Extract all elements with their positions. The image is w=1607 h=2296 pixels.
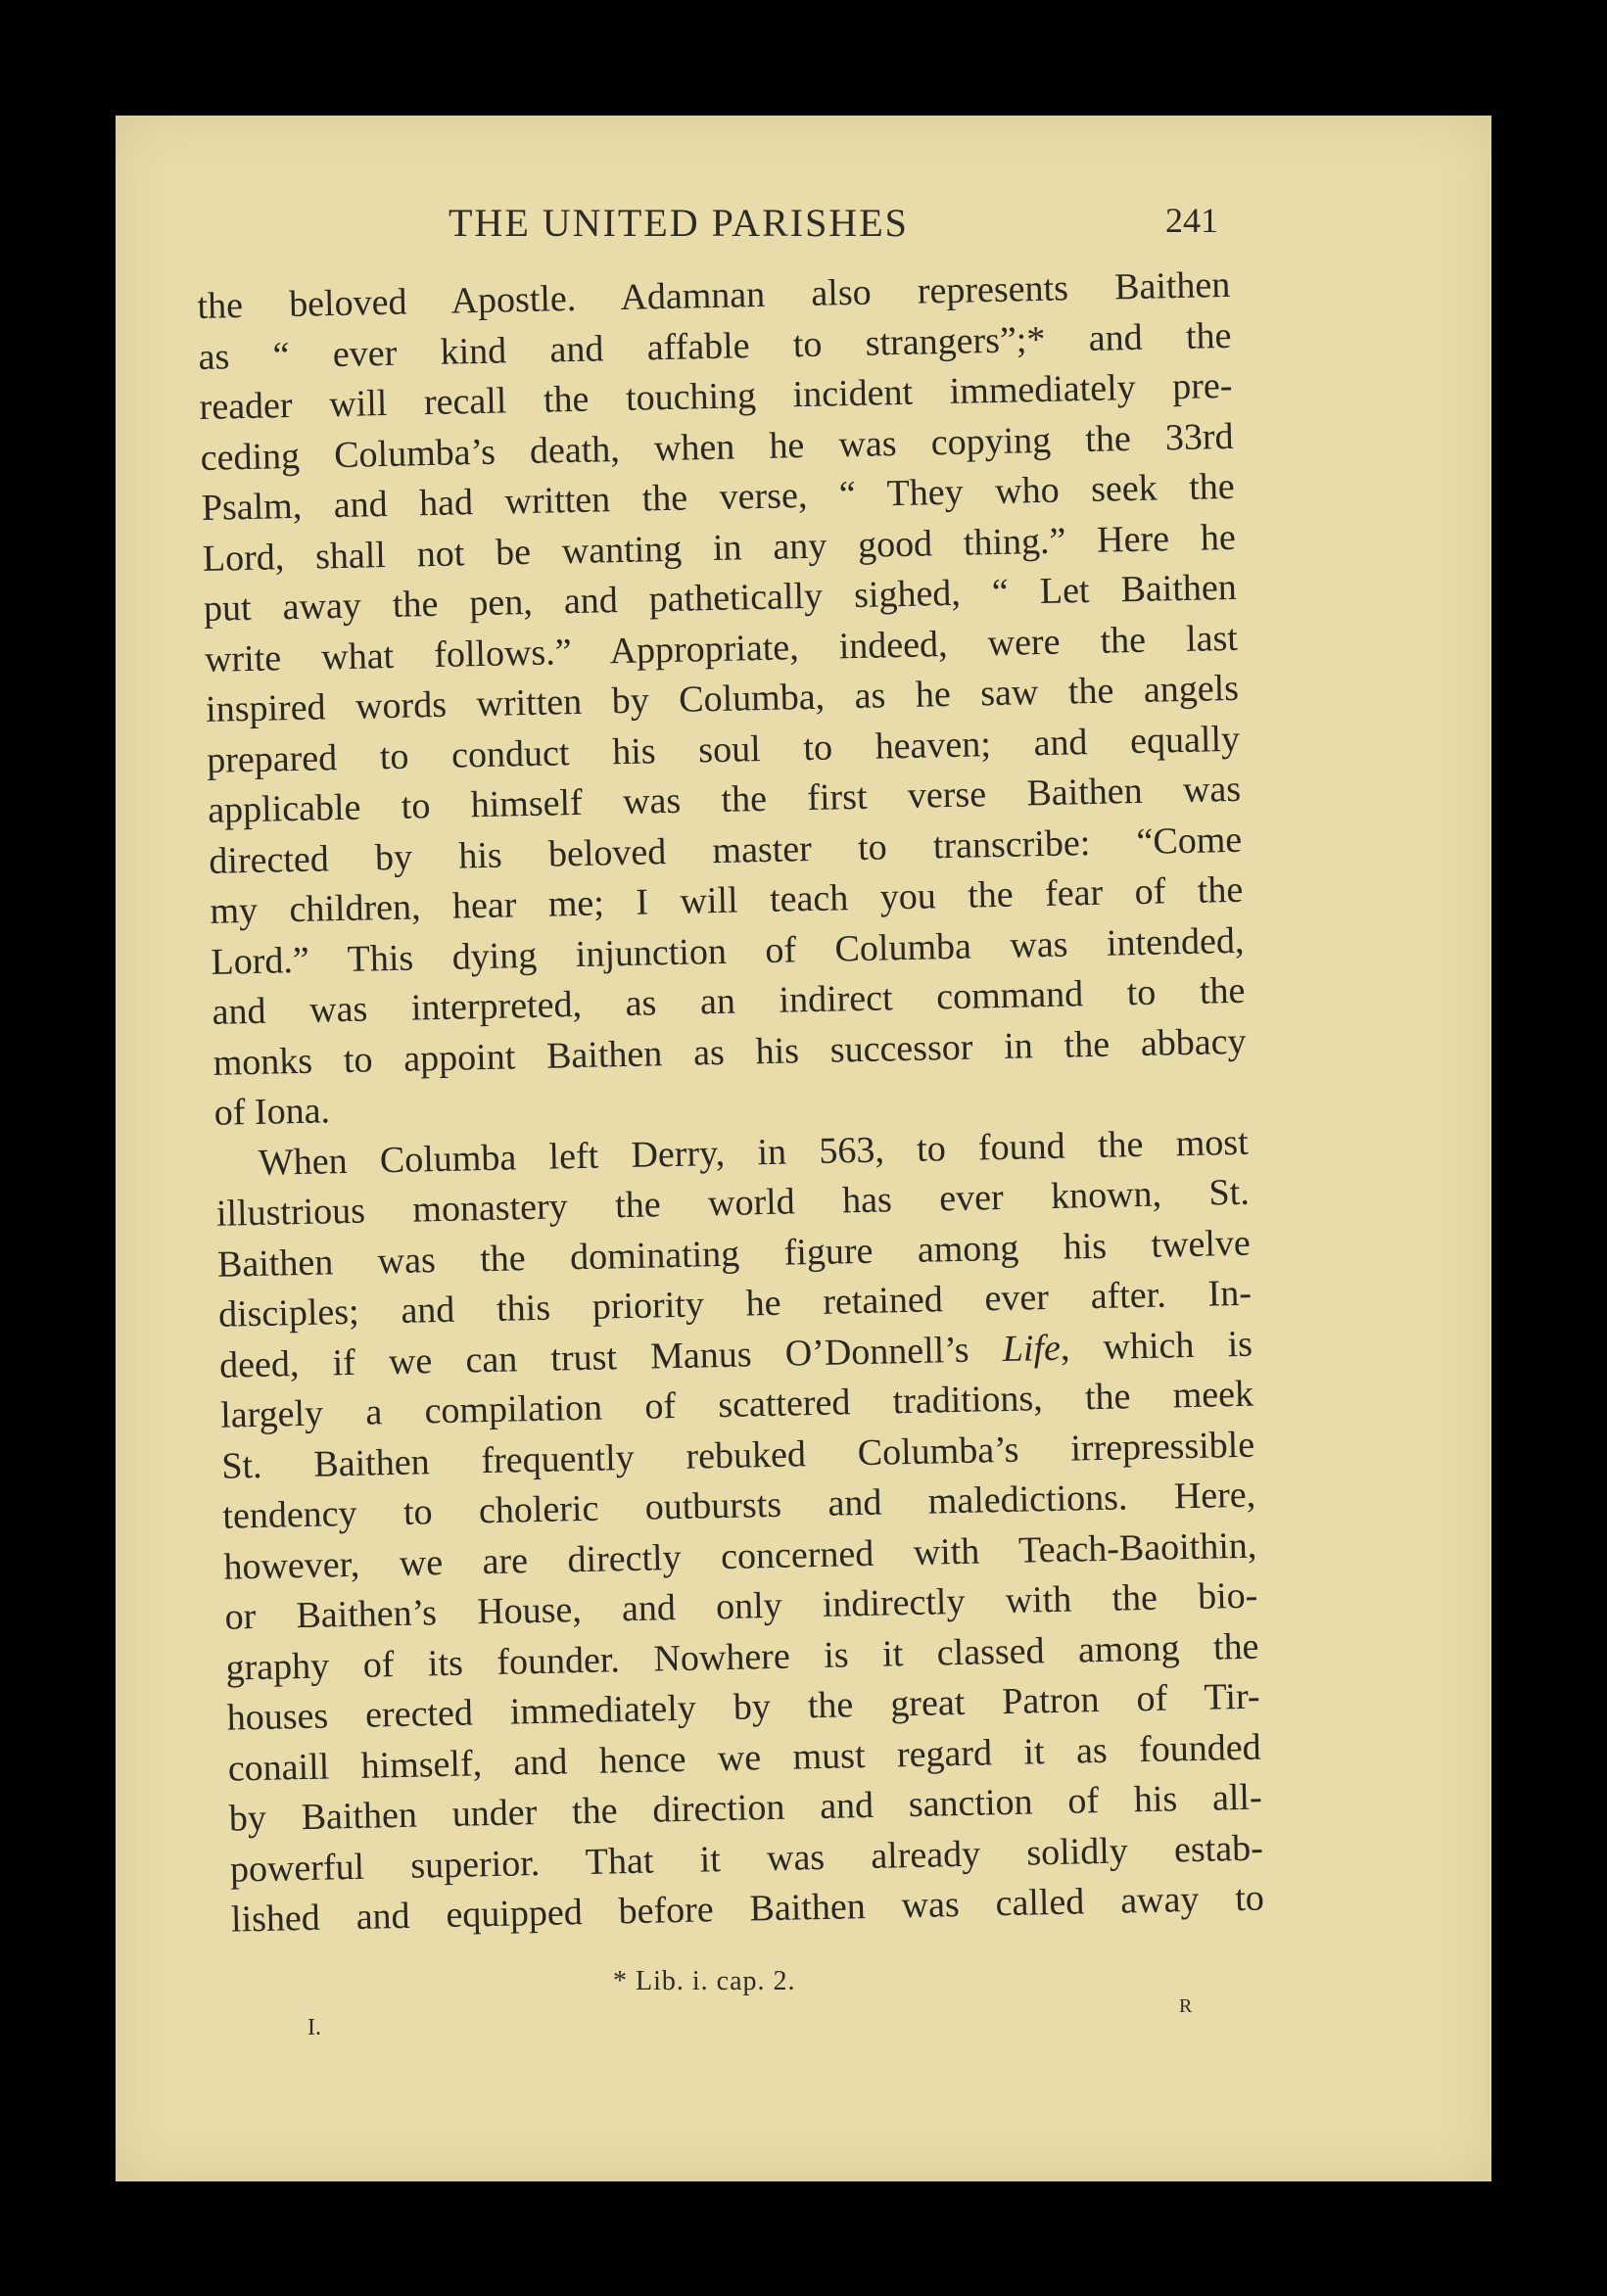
text-line: put away the pen, and pathetically sighed, “ Let Baithen — [203, 566, 1238, 630]
text-line: or Baithen’s House, and only indirectly with the bio- — [224, 1574, 1258, 1638]
text-line: St. Baithen frequently rebuked Columba’s irrepressible — [220, 1424, 1255, 1487]
line-text: deed, if we can trust Manus O’Donnell’s — [218, 1328, 1004, 1386]
text-line: prepared to conduct his soul to heaven; and equally — [206, 718, 1241, 781]
book-page — [116, 116, 1491, 2181]
text-line: directed by his beloved master to transcribe: “Come — [208, 819, 1243, 882]
running-head — [116, 200, 1491, 258]
running-title: THE UNITED PARISHES — [449, 201, 909, 245]
text-line: conaill himself, and hence we must regard it as founded — [227, 1726, 1262, 1790]
text-line: monks to appoint Baithen as his successor in the abbacy — [213, 1020, 1247, 1084]
text-line: Lord, shall not be wanting in any good thing.” Here he — [202, 516, 1237, 580]
signature-mark: I. — [307, 2015, 321, 2040]
text-line: applicable to himself was the first verse Baithen was — [207, 768, 1242, 831]
text-line: graphy of its founder. Nowhere is it classed among the — [225, 1625, 1259, 1689]
text-line: the beloved Apostle. Adamnan also represents Baithen — [197, 263, 1231, 327]
text-line: ceding Columba’s death, when he was copying the 33rd — [200, 415, 1234, 479]
text-line: lished and equipped before Baithen was called away to — [230, 1877, 1265, 1941]
text-line: by Baithen under the direction and sanction of his all- — [228, 1776, 1263, 1840]
text-line: reader will recall the touching incident immediately pre- — [199, 364, 1233, 428]
text-line: Psalm, and had written the verse, “ They who seek the — [201, 465, 1236, 529]
sheet-mark: R — [1179, 1995, 1193, 2017]
line-text: , which is — [1060, 1323, 1253, 1369]
text-line: and was interpreted, as an indirect command to the — [212, 969, 1246, 1033]
page-number: 241 — [1165, 201, 1218, 240]
footnote: * Lib. i. cap. 2. — [613, 1966, 796, 1996]
text-line: tendency to choleric outbursts and maledictions. Here, — [221, 1474, 1256, 1537]
text-line: Baithen was the dominating figure among his twelve — [216, 1222, 1252, 1286]
text-line: of Iona. — [213, 1090, 331, 1134]
text-line: houses erected immediately by the great Patron of Tir- — [226, 1675, 1260, 1739]
text-line: write what follows.” Appropriate, indeed, were the last — [204, 617, 1239, 680]
text-line: my children, hear me; I will teach you the fear of the — [210, 868, 1244, 932]
text-line: however, we are directly concerned with Teach-Baoithin, — [223, 1524, 1257, 1588]
text-line: illustrious monastery the world has ever known, St. — [215, 1171, 1251, 1235]
text-line: powerful superior. That it was already solidly estab- — [229, 1827, 1264, 1891]
text-line: disciples; and this priority he retained ever after. In- — [217, 1272, 1253, 1335]
body-text — [197, 260, 1264, 1945]
italic-title-life: Life — [1002, 1327, 1062, 1370]
paragraph-start-line: When Columba left Derry, in 563, to found the most — [258, 1121, 1250, 1184]
text-line: Lord.” This dying injunction of Columba was intended, — [211, 919, 1245, 983]
text-line: largely a compilation of scattered traditions, the meek — [219, 1373, 1254, 1436]
text-line: as “ ever kind and affable to strangers”;* and the — [198, 314, 1232, 378]
text-line: inspired words written by Columba, as he saw the angels — [205, 667, 1240, 730]
